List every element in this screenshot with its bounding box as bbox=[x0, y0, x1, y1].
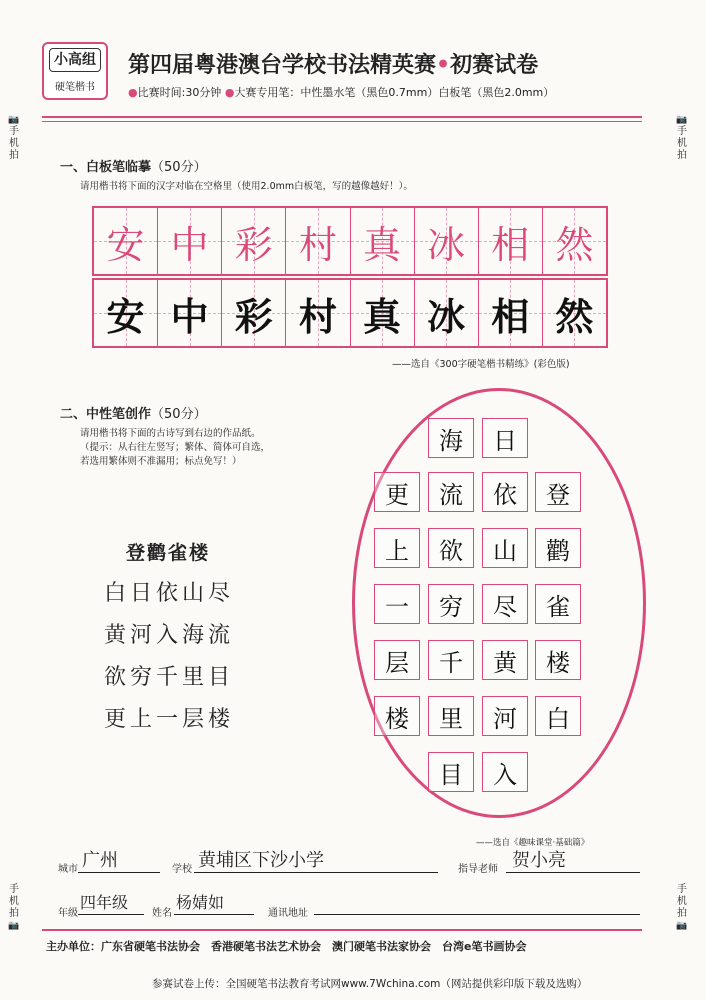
poem-line: 更上一层楼 bbox=[104, 707, 235, 732]
side-label-bottom-left: 手机拍 📷 bbox=[8, 884, 20, 931]
name-underline bbox=[174, 914, 254, 915]
city-label: 城市 bbox=[58, 864, 78, 875]
city-field[interactable]: 广州 bbox=[82, 850, 118, 871]
work-char-box: 欲 bbox=[428, 528, 474, 568]
teacher-label: 指导老师 bbox=[458, 864, 498, 875]
work-char-box: 鹳 bbox=[535, 528, 581, 568]
work-char-box: 日 bbox=[482, 418, 528, 458]
work-char-box: 层 bbox=[374, 640, 420, 680]
city-underline bbox=[78, 872, 160, 873]
work-char-box: 穷 bbox=[428, 584, 474, 624]
section2-instruction: 请用楷书将下面的古诗写到右边的作品纸。 （提示：从右往左竖写；繁体、简体可自选， 若选用繁体则不准漏用；标点免写！） bbox=[80, 428, 271, 467]
bullet-icon: ● bbox=[128, 86, 138, 99]
poem-line: 黄河入海流 bbox=[104, 623, 235, 648]
work-char-box: 依 bbox=[482, 472, 528, 512]
work-char-box: 楼 bbox=[535, 640, 581, 680]
model-char-cell: 彩 bbox=[222, 208, 286, 274]
section1-instruction: 请用楷书将下面的汉字对临在空格里（使用2.0mm白板笔，写的越像越好！）。 bbox=[80, 181, 413, 192]
name-label: 姓名 bbox=[152, 908, 172, 919]
work-char-box: 楼 bbox=[374, 696, 420, 736]
work-char-box: 白 bbox=[535, 696, 581, 736]
bullet-icon: ● bbox=[224, 86, 235, 99]
section1-source: ——选自《300字硬笔楷书精练》(彩色版) bbox=[392, 359, 570, 370]
model-char-cell: 冰 bbox=[415, 208, 479, 274]
work-char-box: 山 bbox=[482, 528, 528, 568]
work-char-box: 雀 bbox=[535, 584, 581, 624]
page-title bbox=[128, 48, 538, 79]
group-badge bbox=[42, 42, 108, 100]
model-char-cell: 相 bbox=[479, 208, 543, 274]
work-char-box: 一 bbox=[374, 584, 420, 624]
camera-icon: 📷 bbox=[676, 921, 688, 931]
teacher-field[interactable]: 贺小亮 bbox=[512, 850, 566, 871]
section1-heading: 一、白板笔临摹（50分） bbox=[60, 160, 207, 175]
title-dot: • bbox=[436, 52, 451, 78]
school-field[interactable]: 黄埔区下沙小学 bbox=[198, 850, 324, 871]
header-divider bbox=[42, 116, 642, 118]
model-char-cell: 村 bbox=[286, 208, 350, 274]
poem-line: 欲穷千里目 bbox=[104, 665, 235, 690]
practice-char-cell: 安 bbox=[94, 280, 158, 346]
school-label: 学校 bbox=[172, 864, 192, 875]
section2-source: ——选自《趣味课堂·基础篇》 bbox=[476, 838, 590, 848]
exam-info bbox=[128, 84, 554, 100]
work-char-box: 登 bbox=[535, 472, 581, 512]
header-divider-thin bbox=[42, 121, 642, 122]
work-char-box: 流 bbox=[428, 472, 474, 512]
work-char-box: 黄 bbox=[482, 640, 528, 680]
model-char-cell: 安 bbox=[94, 208, 158, 274]
work-char-box: 目 bbox=[428, 752, 474, 792]
model-char-cell: 真 bbox=[351, 208, 415, 274]
section2-title: 中性笔创作 bbox=[86, 407, 152, 422]
grade-underline bbox=[78, 914, 144, 915]
practice-char-cell: 真 bbox=[351, 280, 415, 346]
upload-note: 参赛试卷上传：全国硬笔书法教育考试网www.7Wchina.com（网站提供彩印版下载及选购） bbox=[152, 978, 588, 990]
footer-divider bbox=[42, 929, 642, 931]
camera-icon: 📷 bbox=[676, 115, 688, 125]
work-char-box: 尽 bbox=[482, 584, 528, 624]
practice-char-cell: 相 bbox=[479, 280, 543, 346]
badge-style-label: 硬笔楷书 bbox=[55, 82, 95, 93]
section1-title: 白板笔临摹 bbox=[86, 160, 152, 175]
teacher-underline bbox=[506, 872, 640, 873]
work-char-box: 上 bbox=[374, 528, 420, 568]
practice-char-cell: 中 bbox=[158, 280, 222, 346]
practice-char-cell: 冰 bbox=[415, 280, 479, 346]
title-tail: 初赛试卷 bbox=[450, 52, 539, 78]
title-main: 第四届粤港澳台学校书法精英赛 bbox=[128, 52, 437, 78]
work-char-box: 河 bbox=[482, 696, 528, 736]
practice-char-cell: 彩 bbox=[222, 280, 286, 346]
model-char-cell: 中 bbox=[158, 208, 222, 274]
organizers: 主办单位：广东省硬笔书法协会 香港硬笔书法艺术协会 澳门硬笔书法家协会 台湾e笔书画协会 bbox=[46, 940, 527, 953]
work-char-box: 千 bbox=[428, 640, 474, 680]
practice-character-row bbox=[92, 278, 608, 348]
practice-char-cell: 村 bbox=[286, 280, 350, 346]
section2-heading: 二、中性笔创作（50分） bbox=[60, 407, 207, 422]
model-character-row bbox=[92, 206, 608, 276]
grade-field[interactable]: 四年级 bbox=[80, 893, 129, 912]
side-label-top-right: 📷 手机拍 bbox=[676, 115, 688, 161]
grade-label: 年级 bbox=[58, 908, 78, 919]
poem-title: 登鹳雀楼 bbox=[126, 542, 211, 564]
poem-line: 白日依山尽 bbox=[104, 581, 235, 606]
work-char-box: 海 bbox=[428, 418, 474, 458]
address-underline bbox=[314, 914, 640, 915]
practice-char-cell: 然 bbox=[543, 280, 606, 346]
exam-pens: 大赛专用笔：中性墨水笔（黑色0.7mm）白板笔（黑色2.0mm） bbox=[234, 86, 555, 99]
address-label: 通讯地址 bbox=[268, 908, 308, 919]
section2-points: （50分） bbox=[151, 407, 207, 422]
section1-points: （50分） bbox=[151, 160, 207, 175]
model-char-cell: 然 bbox=[543, 208, 606, 274]
name-field[interactable]: 杨婧如 bbox=[176, 893, 225, 912]
work-char-box: 入 bbox=[482, 752, 528, 792]
camera-icon: 📷 bbox=[8, 115, 20, 125]
work-char-box: 更 bbox=[374, 472, 420, 512]
exam-time: 比赛时间:30分钟 bbox=[137, 86, 222, 99]
work-char-box: 里 bbox=[428, 696, 474, 736]
badge-group-label: 小高组 bbox=[49, 48, 101, 72]
side-label-top-left: 📷 手机拍 bbox=[8, 115, 20, 161]
camera-icon: 📷 bbox=[8, 921, 20, 931]
school-underline bbox=[194, 872, 438, 873]
side-label-bottom-right: 手机拍 📷 bbox=[676, 884, 688, 931]
